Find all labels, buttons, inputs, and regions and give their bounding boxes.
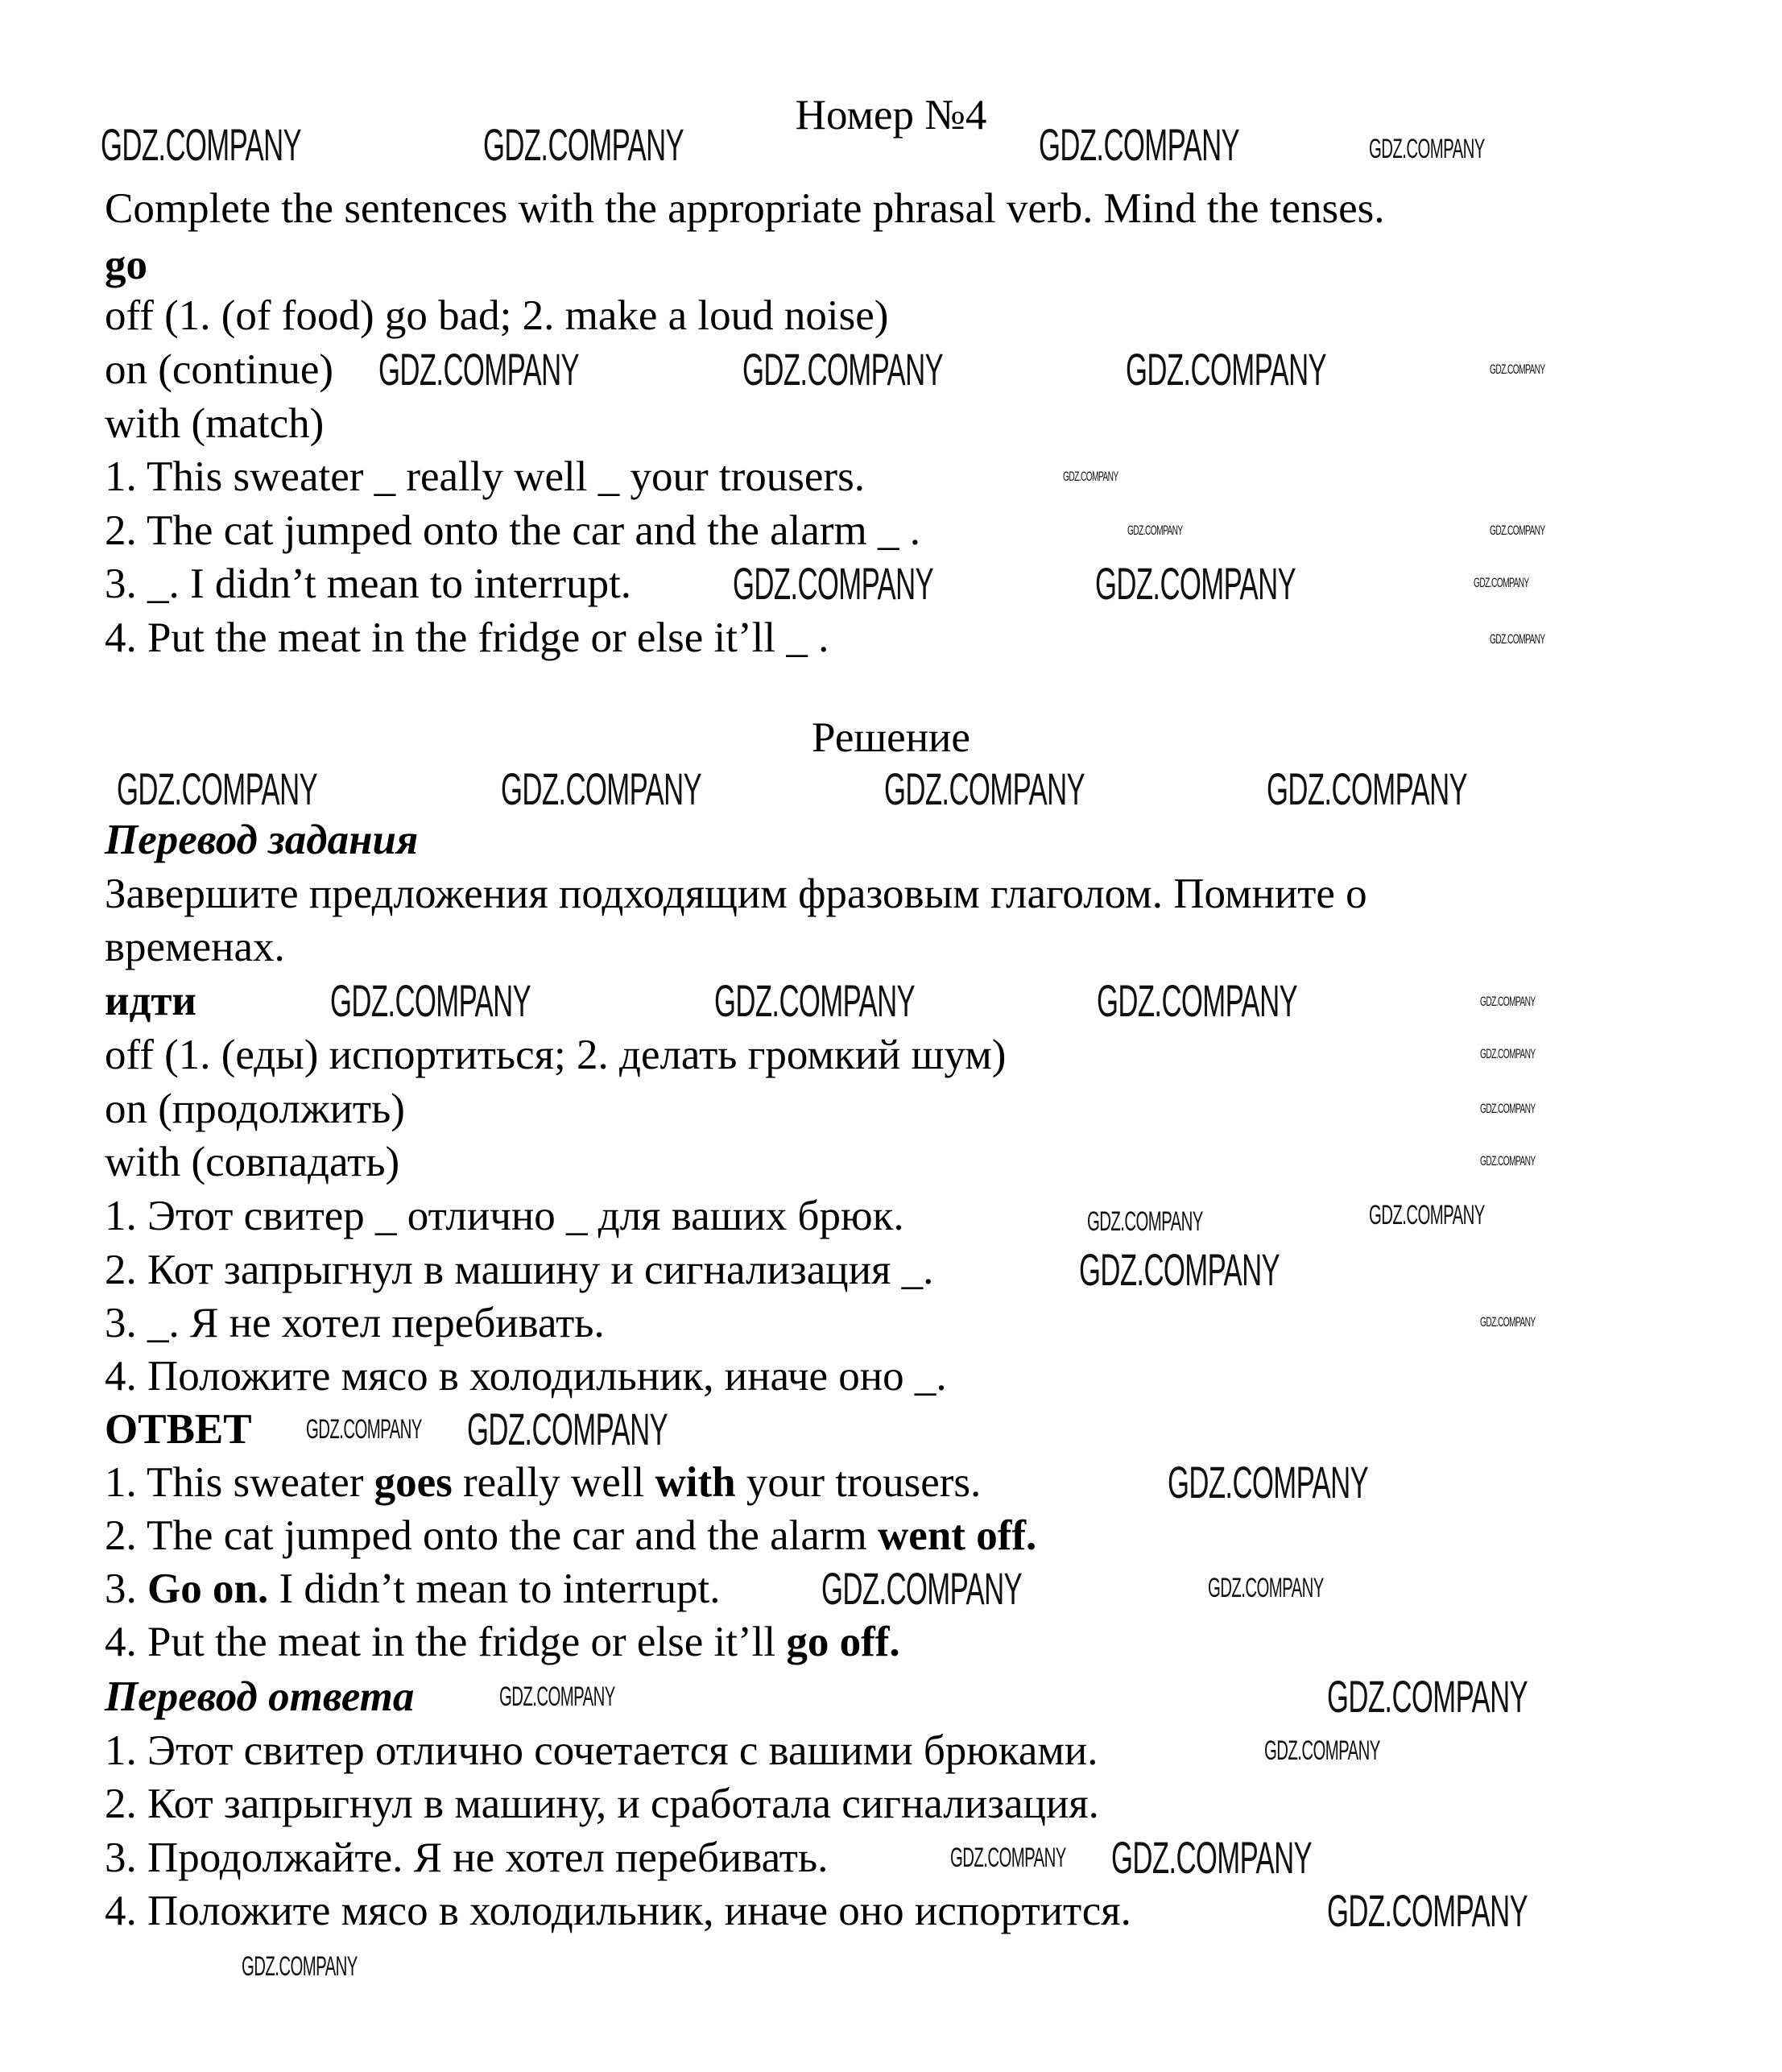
task-sentence: 4. Put the meat in the fridge or else it’ll _ . [105, 614, 829, 661]
watermark: GDZ.COMPANY [1097, 975, 1298, 1026]
watermark: GDZ.COMPANY [1490, 523, 1545, 538]
watermark: GDZ.COMPANY [1208, 1573, 1324, 1603]
task-sentence: 2. The cat jumped onto the car and the alarm _ . [105, 507, 921, 554]
watermark: GDZ.COMPANY [1369, 1200, 1485, 1230]
answer-text: 2. The cat jumped onto the car and the alarm [105, 1512, 879, 1559]
watermark: GDZ.COMPANY [483, 119, 684, 170]
watermark: GDZ.COMPANY [714, 975, 916, 1026]
answer-line [105, 1458, 981, 1507]
translation-verb: идти [105, 978, 196, 1024]
watermark: GDZ.COMPANY [501, 763, 702, 814]
task-def: with (match) [105, 400, 325, 447]
watermark: GDZ.COMPANY [1480, 1314, 1536, 1330]
watermark: GDZ.COMPANY [117, 763, 318, 814]
answer-translation-line: 3. Продолжайте. Я не хотел перебивать. [105, 1834, 829, 1881]
watermark: GDZ.COMPANY [1111, 1832, 1313, 1883]
task-def: on (continue) [105, 346, 334, 393]
answer-line [105, 1512, 1036, 1560]
watermark: GDZ.COMPANY [1264, 1735, 1380, 1766]
watermark: GDZ.COMPANY [306, 1414, 422, 1445]
watermark: GDZ.COMPANY [1474, 575, 1529, 590]
watermark: GDZ.COMPANY [733, 558, 934, 609]
watermark: GDZ.COMPANY [1267, 763, 1468, 814]
watermark: GDZ.COMPANY [1480, 994, 1536, 1009]
answer-translation-line: 4. Положите мясо в холодильник, иначе оно испортится. [105, 1888, 1131, 1934]
watermark: GDZ.COMPANY [884, 763, 1085, 814]
translation-heading: Перевод задания [105, 817, 419, 863]
watermark: GDZ.COMPANY [467, 1404, 668, 1454]
task-def: off (1. (of food) go bad; 2. make a loud noise) [105, 292, 889, 339]
watermark: GDZ.COMPANY [242, 1951, 358, 1982]
watermark: GDZ.COMPANY [1480, 1046, 1536, 1061]
translation-instruction: временах. [105, 924, 285, 970]
translation-instruction: Завершите предложения подходящим фразовым глаголом. Помните о [105, 871, 1367, 917]
task-sentence: 3. _. I didn’t mean to interrupt. [105, 560, 632, 607]
answer-bold: goes [374, 1459, 453, 1506]
watermark: GDZ.COMPANY [1079, 1244, 1280, 1295]
watermark: GDZ.COMPANY [742, 344, 944, 395]
watermark: GDZ.COMPANY [1168, 1457, 1369, 1507]
translation-def: on (продолжить) [105, 1086, 405, 1132]
answer-translation-line: 2. Кот запрыгнул в машину, и сработала сигнализация. [105, 1780, 1099, 1827]
watermark: GDZ.COMPANY [1369, 134, 1485, 164]
answer-text: really well [452, 1459, 655, 1506]
answer-bold: with [655, 1459, 736, 1506]
watermark: GDZ.COMPANY [1327, 1885, 1528, 1936]
task-instruction: Complete the sentences with the appropriate phrasal verb. Mind the tenses. [105, 185, 1385, 232]
watermark: GDZ.COMPANY [1480, 1153, 1536, 1168]
answer-bold: went off. [878, 1512, 1037, 1559]
task-verb: go [105, 242, 147, 288]
answer-bold: go off. [786, 1619, 900, 1665]
answer-text: 4. Put the meat in the fridge or else it’ll [105, 1619, 787, 1665]
watermark: GDZ.COMPANY [950, 1842, 1066, 1873]
answer-text: 3. [105, 1565, 147, 1612]
watermark: GDZ.COMPANY [1063, 469, 1118, 484]
watermark: GDZ.COMPANY [1490, 362, 1545, 377]
watermark: GDZ.COMPANY [1480, 1101, 1536, 1116]
translation-def: off (1. (еды) испортиться; 2. делать громкий шум) [105, 1032, 1007, 1078]
translation-def: with (совпадать) [105, 1139, 400, 1185]
translation-sentence: 4. Положите мясо в холодильник, иначе оно _. [105, 1353, 947, 1400]
watermark: GDZ.COMPANY [1087, 1206, 1203, 1237]
watermark: GDZ.COMPANY [1127, 523, 1183, 538]
answer-text: 1. This sweater [105, 1459, 374, 1506]
watermark: GDZ.COMPANY [1039, 119, 1240, 170]
watermark: GDZ.COMPANY [1095, 558, 1296, 609]
answer-bold: Go on. [147, 1565, 269, 1612]
answer-translation-line: 1. Этот свитер отлично сочетается с вашими брюками. [105, 1727, 1098, 1774]
answer-line [105, 1618, 900, 1666]
translation-sentence: 2. Кот запрыгнул в машину и сигнализация _. [105, 1247, 934, 1293]
watermark: GDZ.COMPANY [499, 1681, 615, 1712]
answer-line [105, 1565, 721, 1613]
task-sentence: 1. This sweater _ really well _ your trousers. [105, 453, 865, 500]
watermark: GDZ.COMPANY [1126, 344, 1327, 395]
answer-text: I didn’t mean to interrupt. [268, 1565, 721, 1612]
translation-sentence: 3. _. Я не хотел перебивать. [105, 1300, 605, 1346]
watermark: GDZ.COMPANY [330, 975, 531, 1026]
answer-heading: ОТВЕТ [105, 1406, 252, 1453]
watermark: GDZ.COMPANY [101, 119, 302, 170]
watermark: GDZ.COMPANY [821, 1563, 1023, 1614]
page-title: Номер №4 [795, 92, 987, 139]
answer-text: your trousers. [735, 1459, 982, 1506]
solution-heading: Решение [812, 714, 970, 761]
watermark: GDZ.COMPANY [1327, 1671, 1528, 1722]
watermark: GDZ.COMPANY [1490, 631, 1545, 647]
translation-sentence: 1. Этот свитер _ отлично _ для ваших брюк. [105, 1193, 904, 1239]
watermark: GDZ.COMPANY [378, 344, 580, 395]
answer-translation-heading: Перевод ответа [105, 1673, 415, 1720]
